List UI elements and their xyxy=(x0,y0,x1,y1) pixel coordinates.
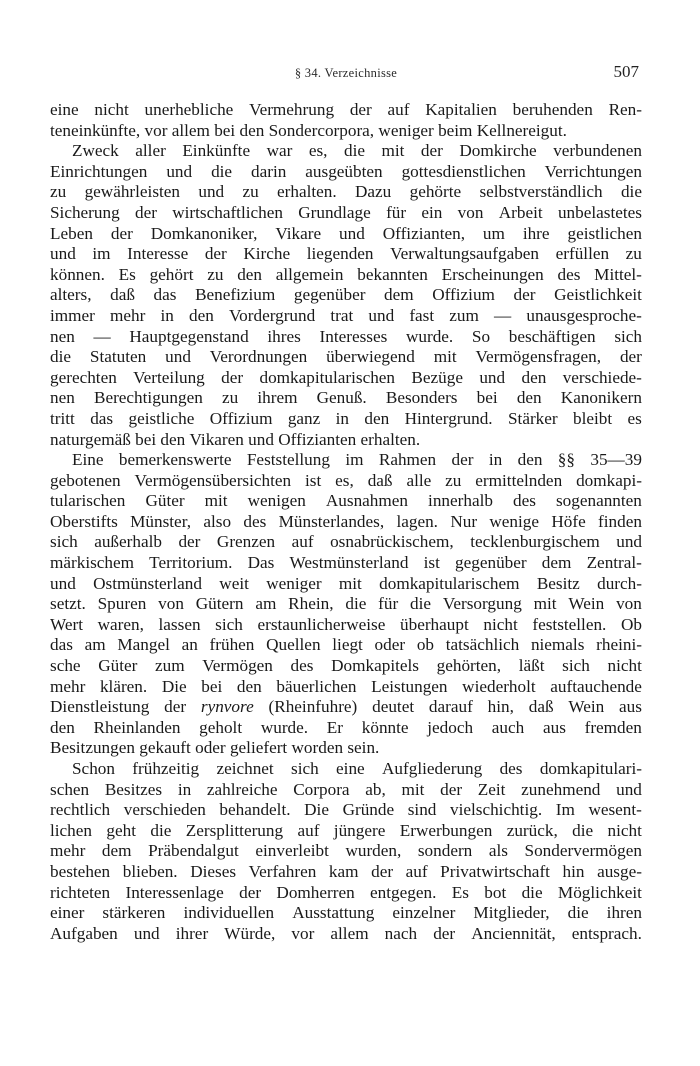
text-line: mehr klären. Die bei den bäuerlichen Leistungen wiederholt auftauchende xyxy=(50,676,642,696)
text-line: Wert waren, lassen sich erstaunlicherweise überhaupt nicht feststellen. Ob xyxy=(50,614,642,634)
text-line: das am Mangel an frühen Quellen liegt oder ob tatsächlich niemals rheini- xyxy=(50,635,642,655)
text-line: den Rheinlanden geholt wurde. Er könnte jedoch auch aus fremden xyxy=(50,717,642,737)
text-line: märkischem Territorium. Das Westmünsterland ist gegenüber dem Zentral- xyxy=(50,553,642,573)
body-text xyxy=(50,100,642,944)
text-line: Eine bemerkenswerte Feststellung im Rahmen der in den §§ 35—39 xyxy=(72,450,642,470)
text-line: Schon frühzeitig zeichnet sich eine Aufgliederung des domkapitulari- xyxy=(72,759,642,778)
text-line: gerechten Verteilung der domkapitularischen Bezüge und den verschiede- xyxy=(50,367,642,387)
text-line: richteten Interessenlage der Domherren entgegen. Es bot die Möglichkeit xyxy=(50,882,642,902)
text-line: Oberstifts Münster, also des Münsterlandes, lagen. Nur wenige Höfe finden xyxy=(50,511,642,531)
text-line: und Ostmünsterland weit weniger mit domkapitularischem Besitz durch- xyxy=(50,573,642,593)
text-line: lichen geht die Zersplitterung auf jüngere Erwerbungen zurück, die nicht xyxy=(50,820,642,840)
text-line: einer stärkeren individuellen Ausstattung einzelner Mitglieder, die ihren xyxy=(50,903,642,923)
text-line: setzt. Spuren von Gütern am Rhein, die für die Versorgung mit Wein von xyxy=(50,594,642,614)
text-line: sich außerhalb der Grenzen auf osnabrückischem, tecklenburgischem und xyxy=(50,532,642,552)
text-line: immer mehr in den Vordergrund trat und fast zum — unausgesproche- xyxy=(50,305,642,325)
text-line: nen Berechtigungen zu ihrem Genuß. Besonders bei den Kanonikern xyxy=(50,388,642,408)
text-line: nen — Hauptgegenstand ihres Interesses wurde. So beschäftigen sich xyxy=(50,326,642,346)
text-line: Einrichtungen und die darin ausgeübten gottesdienstlichen Verrichtungen xyxy=(50,161,642,181)
text-line: bestehen blieben. Dieses Verfahren kam der auf Privatwirtschaft hin ausge- xyxy=(50,861,642,881)
text-line: und im Interesse der Kirche liegenden Verwaltungsaufgaben erfüllen zu xyxy=(50,244,642,264)
text-line: Dienstleistung der rynvore (Rheinfuhre) deutet darauf hin, daß Wein aus xyxy=(50,697,642,717)
text-line: können. Es gehört zu den allgemein bekannten Erscheinungen des Mittel- xyxy=(50,264,642,284)
text-line: Leben der Domkanoniker, Vikare und Offizianten, um ihre geistlichen xyxy=(50,223,642,243)
text-line: naturgemäß bei den Vikaren und Offizianten erhalten. xyxy=(50,429,421,449)
text-line: gebotenen Vermögensübersichten ist es, daß alle zu ermittelnden domkapi- xyxy=(50,470,642,490)
text-line: tritt das geistliche Offizium ganz in den Hintergrund. Stärker bleibt es xyxy=(50,408,642,428)
running-title: § 34. Verzeichnisse xyxy=(294,66,398,80)
text-line: tularischen Güter mit wenigen Ausnahmen innerhalb des sogenannten xyxy=(50,491,642,511)
text-line: teneinkünfte, vor allem bei den Sondercorpora, weniger beim Kellnereigut. xyxy=(50,120,567,140)
text-line: die Statuten und Verordnungen überwiegend mit Vermögensfragen, der xyxy=(50,347,642,367)
text-line: Aufgaben und ihrer Würde, vor allem nach der Anciennität, entsprach. xyxy=(50,923,642,943)
running-header xyxy=(50,62,642,86)
text-line: alters, daß das Benefizium gegenüber dem Offizium der Geistlichkeit xyxy=(50,285,642,305)
page-number: 507 xyxy=(613,62,639,81)
text-line: sche Güter zum Vermögen des Domkapitels gehörten, läßt sich nicht xyxy=(50,656,642,676)
text-line: eine nicht unerhebliche Vermehrung der auf Kapitalien beruhenden Ren- xyxy=(50,100,642,119)
text-line: rechtlich verschieden behandelt. Die Gründe sind vielschichtig. Im wesent- xyxy=(50,800,642,820)
text-line: Besitzungen gekauft oder geliefert worden sein. xyxy=(50,738,380,758)
text-line: schen Besitzes in zahlreiche Corpora ab, mit der Zeit zunehmend und xyxy=(50,779,642,799)
text-line: Zweck aller Einkünfte war es, die mit der Domkirche verbundenen xyxy=(72,141,642,161)
text-line: zu gewährleisten und zu erhalten. Dazu gehörte selbstverständlich die xyxy=(50,182,642,202)
text-line: Sicherung der wirtschaftlichen Grundlage für ein von Arbeit unbelastetes xyxy=(50,202,642,222)
text-line: mehr dem Präbendalgut einverleibt wurden, sondern als Sondervermögen xyxy=(50,841,642,861)
